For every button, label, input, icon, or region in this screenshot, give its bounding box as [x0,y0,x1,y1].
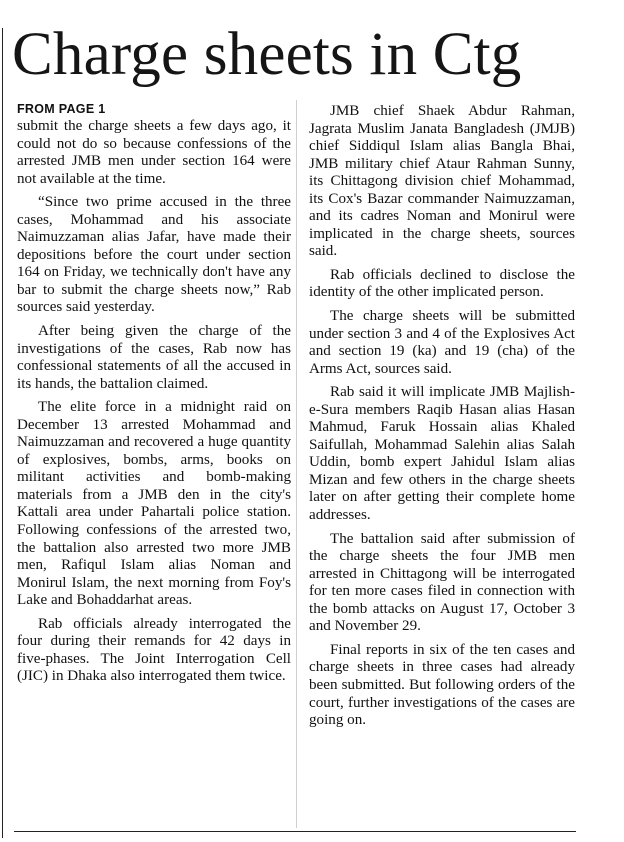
headline: Charge sheets in Ctg [12,21,522,88]
right-column [309,103,575,736]
left-border-rule [2,28,3,838]
bottom-border-rule [14,831,576,832]
paragraph: The battalion said after submission of the charge sheets the four JMB men arrested in Chittagong will be interrogated for ten more cases filed in connection with the bomb attacks on August 17, October 3 and November 29. [309,530,575,635]
continuation-label: FROM PAGE 1 [17,102,106,116]
paragraph: “Since two prime accused in the three cases, Mohammad and his associate Naimuzzaman alias Jafar, have made their depositions before the court under section 164 on Friday, we technically don't have any bar to submit the charge sheets now,” Rab sources said yesterday. [17,194,291,316]
left-column [17,100,291,692]
paragraph: JMB chief Shaek Abdur Rahman, Jagrata Muslim Janata Bangladesh (JMJB) chief Siddiqul Islam alias Bangla Bhai, JMB military chief Ataur Rahman Sunny, its Chittagong division chief Mohammad, its Cox's Bazar commander Naimuzzaman, and its cadres Noman and Monirul were implicated in the charge sheets, sources said. [309,103,575,260]
paragraph: Final reports in six of the ten cases and charge sheets in three cases had already been submitted. But following orders of the court, further investigations of the cases are going on. [309,641,575,729]
paragraph: The elite force in a midnight raid on December 13 arrested Mohammad and Naimuzzaman and recovered a huge quantity of explosives, bombs, arms, books on militant activities and bomb-making materials from a JMB den in the city's Kattali area under Pahartali police station. Following confessions of the arrested two, the battalion also arrested two more JMB men, Rafiqul Islam alias Noman and Monirul Islam, the next morning from Foy's Lake and Bohaddarhat areas. [17,399,291,609]
paragraph: Rab officials already interrogated the four during their remands for 42 days in five-phases. The Joint Interrogation Cell (JIC) in Dhaka also interrogated them twice. [17,615,291,685]
column-divider [296,100,297,828]
paragraph: Rab said it will implicate JMB Majlish-e-Sura members Raqib Hasan alias Hasan Mahmud, Faruk Hossain alias Khaled Saifullah, Mohammad Salehin alias Salah Uddin, bomb expert Jahidul Islam alias Mizan and few others in the charge sheets later on after getting their complete home addresses. [309,384,575,524]
paragraph: submit the charge sheets a few days ago, it could not do so because confessions of the arrested JMB men under section 164 were not available at the time. [17,118,291,187]
paragraph: The charge sheets will be submitted under section 3 and 4 of the Explosives Act and section 19 (ka) and 19 (cha) of the Arms Act, sources said. [309,308,575,377]
paragraph: After being given the charge of the investigations of the cases, Rab now has confessional statements of all the accused in its hands, the battalion claimed. [17,323,291,392]
paragraph: Rab officials declined to disclose the identity of the other implicated person. [309,266,575,301]
